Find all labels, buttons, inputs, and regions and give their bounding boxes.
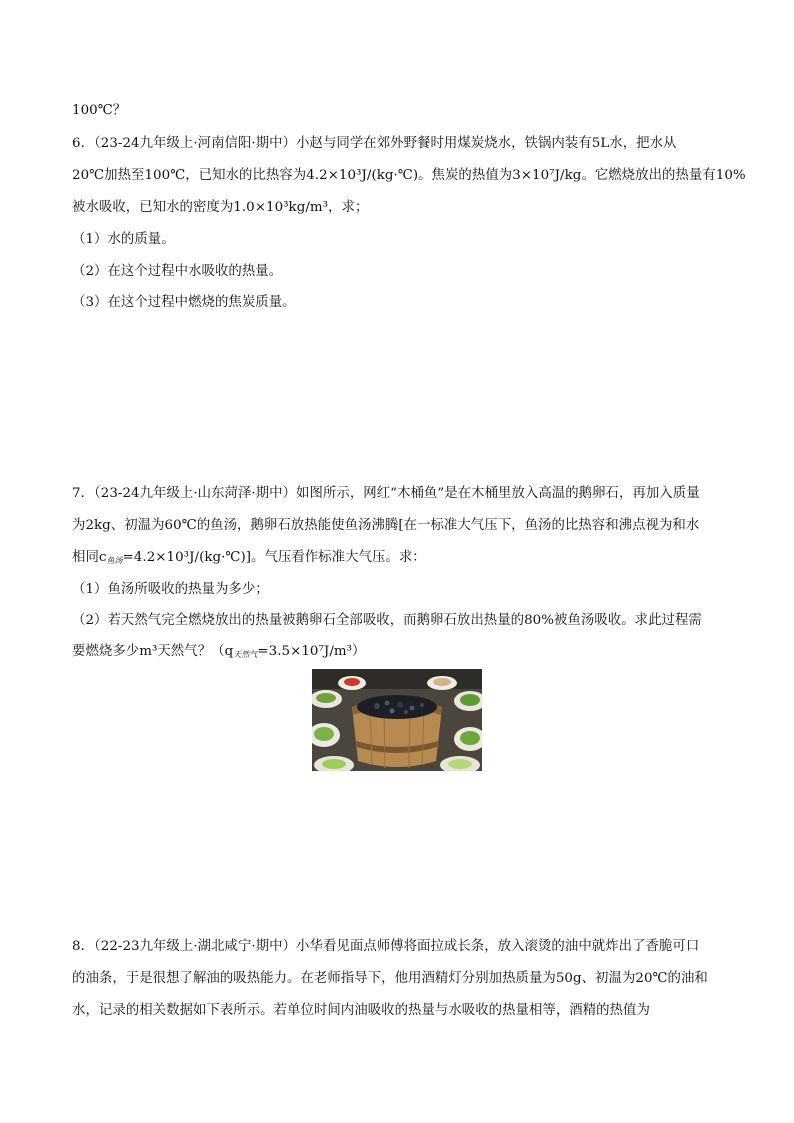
q7-line-1: 7．（23-24九年级上·山东菏泽·期中）如图所示，网红“木桶鱼”是在木桶里放入高温的鹅卵石，再加入质量 [72, 486, 700, 501]
q7-part-1: （1）鱼汤所吸收的热量为多少； [72, 582, 269, 597]
q7-part-2-cont: 要燃烧多少m³天然气？$(q_{天然气}=3.5\times 10^7J/m^3)$ [72, 644, 366, 659]
q7-line-2: 为2kg、初温为60℃的鱼汤，鹅卵石放热能使鱼汤沸腾[在一标准大气压下，鱼汤的比热容和沸点视为和水 [72, 518, 700, 533]
q6-part-1: （1）水的质量。 [72, 232, 175, 247]
wooden-bucket-fish-photo [312, 669, 482, 771]
q6-part-3: （3）在这个过程中燃烧的焦炭质量。 [72, 295, 296, 310]
q7-part-2: （2）若天然气完全燃烧放出的热量被鹅卵石全部吸收，而鹅卵石放出热量的80%被鱼汤吸收。求此过程需 [72, 613, 702, 628]
q7-line-3: 相同$c_{鱼汤}=4.2\times 10^3J/(kg\cdot℃)$]。气压看作标准大气压。求： [72, 550, 426, 565]
q6-line-3: 被水吸收，已知水的密度为1.0×10³kg/m³，求； [72, 200, 369, 215]
q6-line-2: 20℃加热至100℃，已知水的比热容为4.2×10³J/(kg·℃)。焦炭的热值为3×10⁷J/kg。它燃烧放出的热量有10% [72, 168, 746, 183]
q8-line-3: 水，记录的相关数据如下表所示。若单位时间内油吸收的热量与水吸收的热量相等，酒精的热值为 [72, 1003, 650, 1018]
subscript-natural-gas: 天然气 [233, 650, 258, 659]
q6-line-1: 6．（23-24九年级上·河南信阳·期中）小赵与同学在郊外野餐时用煤炭烧水，铁锅内装有5L水，把水从 [72, 136, 677, 151]
q6-part-2: （2）在这个过程中水吸收的热量。 [72, 264, 283, 279]
q8-line-1: 8．（22-23九年级上·湖北咸宁·期中）小华看见面点师傅将面拉成长条，放入滚烫的油中就炸出了香脆可口 [72, 939, 700, 954]
subscript-fish-soup: 鱼汤 [106, 556, 123, 565]
q8-line-2: 的油条，于是很想了解油的吸热能力。在老师指导下，他用酒精灯分别加热质量为50g、初温为20℃的油和 [72, 971, 708, 986]
prev-question-tail: 100℃？ [72, 103, 127, 118]
